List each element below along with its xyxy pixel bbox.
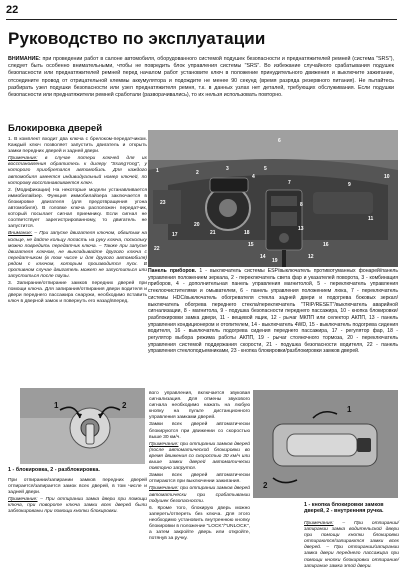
mid-p2: Замки всех дверей автоматически блокируются при движении со скоростью выше 30 км/ч. <box>149 422 250 440</box>
mid-note1-text: при отпирании замков дверей (после автоматической блокировки во время движения со скоростью 30 км/ч или выше замки дверей автоматически повторно запрутся. <box>149 441 250 472</box>
mid-p4: 6. Кроме того, блокирую дверь можно запереть/отпереть без ключа. Для этого необходимо установить внутреннюю кнопку блокировки в положение "LOCK"/"UNLOCK", а затем закройте дверь или откройте, потянув за ручку. <box>149 505 251 542</box>
callout-4: 4 <box>252 174 255 180</box>
header-rule <box>6 19 397 20</box>
left-bottom-p1: При отпирании/запирании замков передних дверей отпирается/запирается замок всех дверей, в том числе и задней двери. <box>8 478 147 496</box>
callout-6: 6 <box>278 138 281 144</box>
callout-17: 17 <box>172 232 178 238</box>
callout-18: 18 <box>244 230 250 236</box>
left-note1-text: в случае потери ключей для их восстановления обратитесь к дилеру "SsangYong", у которого приобретался автомобиль. Для каждого автомобиля имеется индивидуальный номер ключей, по которому восстанавливается ключ. <box>8 156 147 186</box>
left-p3: 3. Запирание/отпирание замков передних дверей при помощи ключа. Для запирания/отпирания двери водителя и двери переднего пассажира снаружи, необходимо вставить ключ в дверной замок и повернуть его назад/вперед. <box>8 281 147 305</box>
label-1: 1 <box>54 401 59 410</box>
key-lock-photo <box>20 388 145 464</box>
section-heading: Блокировка дверей <box>8 123 103 134</box>
left-photo-caption: 1 - блокировка, 2 - разблокировка. <box>8 467 100 473</box>
panel-text: 1 - выключатель системы ESP/выключатель противотуманных фонарей/панель управления положением зеркала, 2 - переключатель света фар и указателей поворота, 3 - комбинация приборов, 4 - дополнительная панель управления магнитолой, 5 - переключатель управления стеклоочистителями и омывателем, 6 - панель управления положением люка, 7 - переключатель системы HDC/выключатель обогревателя стекла задней двери и подогрева боковых зеркал/выключатель обогрева переднего стекла/переключатель "TRIP/RESET"/выключатель аварийной сигнализации, 8 - магнитола, 9 - подушка безопасности переднего пассажира, 10 - кнопка блокировки/разблокировки замка двери, 11 - вещевой ящик, 12 - рычаг МКПП или селектор АКПП, 13 - панель управления кондиционером и отопителем, 14 - выключатель 4WD, 15 - выключатель подогрева сидения водителя, 16 - выключатель подогрева сидения переднего пассажира, 17 - регулятор фар, 18 - регулятор выбора режима работы АКПП, 19 - рычаг стояночного тормоза, 20 - переключатель управления системой поддержания скорости, 21 - подушка безопасности водителя, 22 - панель управления стеклоподъемниками, 23 - кнопка блокировки/разблокировки замков дверей. <box>148 268 398 355</box>
panel-label: Панель приборов. <box>148 268 197 274</box>
right-note <box>304 521 399 570</box>
page-number: 22 <box>6 4 19 16</box>
left-bottom-text <box>8 478 147 517</box>
left-bottom-note-label: Примечание: <box>8 497 38 503</box>
mid-note1 <box>149 442 250 472</box>
key-lock-illustration <box>20 388 145 464</box>
mid-p1: вого управления, включается звуковая сигнализация. Для отмены звукового сигнала необходимо нажать на любую кнопку на пульте дистанционного управления замками дверей. <box>149 391 250 421</box>
right-photo-caption: 1 - кнопка блокировки замков дверей, 2 - внутренняя ручка. <box>304 502 384 515</box>
mid-note1-label: Примечание: <box>149 441 179 447</box>
callout-11: 11 <box>368 216 374 222</box>
label-right-1: 1 <box>347 405 352 414</box>
callout-23: 23 <box>160 200 166 206</box>
right-column <box>304 521 399 570</box>
callout-3: 3 <box>226 166 229 172</box>
left-p2: 2. (Модификации) На некоторые модели устанавливается иммобилайзер. Функция иммобилайзера заключается в блокировке двигателя (для предотвращения угона автомобиля). В головке ключа расположен передатчик, который посылает сигнал приемнику. Если сигнал не соответствует зарегистрированному, то двигатель не запустится. <box>8 187 147 230</box>
page-title: Руководство по эксплуатации <box>8 29 266 48</box>
callout-8: 8 <box>300 202 303 208</box>
left-note1-label: Примечание: <box>8 156 38 162</box>
left-attention <box>8 231 147 280</box>
mid-note2-label: Примечание: <box>149 486 179 492</box>
door-handle-illustration <box>253 390 398 498</box>
left-bottom-note <box>8 497 147 515</box>
callout-16: 16 <box>323 242 329 248</box>
callout-2: 2 <box>196 170 199 176</box>
left-p1: 1. В комплект входит два ключа с брелоком-передатчиком. Каждый ключ позволяет запустить двигатель и открыть замки передних дверей и задней двери. <box>8 137 147 155</box>
left-column <box>8 137 147 307</box>
right-note-label: Примечание: <box>304 521 334 526</box>
label-right-2: 2 <box>263 481 268 490</box>
label-2: 2 <box>122 401 127 410</box>
panel-caption <box>148 268 398 355</box>
callout-20: 20 <box>194 222 200 228</box>
callout-15: 15 <box>248 242 254 248</box>
callout-1: 1 <box>156 168 159 174</box>
callout-19: 19 <box>272 258 278 264</box>
callout-7: 7 <box>288 180 291 186</box>
door-handle-photo <box>253 390 398 498</box>
mid-note2-text: при отпирании замков дверей автоматически при срабатывании подушек безопасности. <box>149 486 250 504</box>
callout-9: 9 <box>348 182 351 188</box>
callout-22: 22 <box>154 246 160 252</box>
warning-text: при проведении работ в салоне автомобиля, оборудованного системой подушек безопасности и преднатяжителей ремней (система "SRS"), следует быть особенно внимательными, чтобы не повредить блок управления системы "SRS". Во избежание случайного срабатывания подушек безопасности или преднатяжителей ремней перед началом работ установите ключ в положение принудительного движения и выключите зажигание, отсоедините провод от отрицательной клеммы аккумулятора и подождите не менее 90 секунд (время разряда резервного питания). Не пытайтесь разбирать узел подушки безопасности или узел преднатяжителя ремня, т.к. в данных узлах нет деталей, требующих обслуживания. Если подушки безопасности или преднатяжители ремней сработали (разворачивались), то их нельзя использовать повторно. <box>8 56 394 99</box>
middle-column <box>149 391 250 543</box>
mid-p3: Замки всех дверей автоматически отпираются при выключении зажигания. <box>149 473 250 485</box>
dashboard-photo <box>148 130 398 267</box>
callout-21: 21 <box>210 230 216 236</box>
warning-label: ВНИМАНИЕ: <box>8 56 41 62</box>
warning-paragraph <box>8 56 394 99</box>
right-note-text: – При отпирании/запирании замка водительской двери при помощи кнопки блокировки отпираются/запираются замки всех дверей. – При отпирании/запирании замка двери переднего пассажира при помощи кнопки блокировки отпирание/запирание замка этой двери. <box>304 521 399 569</box>
callout-13: 13 <box>298 226 304 232</box>
callout-10: 10 <box>384 174 390 180</box>
left-att-text: – При запуске двигателя ключом, обвитым на кольце, не дайте кольцу попасть на руку ключа, поскольку можно повредить передатчик ключа. – Также при запуске двигателя ключом, не выкладывайте другого ключа с передатчиком (в том числе и для другого автомобиля) рядом с ключом, которым производится пуск. В противном случае двигатель может не запуститься или запуститься после паузы. <box>8 231 148 280</box>
left-bottom-note-text: – При отпирании замка двери при помощи ключа, при повороте ключа замки всех дверей были заблокированы при помощи кнопки блокировки. <box>8 497 147 515</box>
mid-note2 <box>149 486 250 504</box>
callout-5: 5 <box>264 166 267 172</box>
callout-layer <box>148 130 398 267</box>
left-note1 <box>8 156 147 186</box>
callout-14: 14 <box>260 254 266 260</box>
left-att-label: Внимание: <box>8 231 33 237</box>
callout-12: 12 <box>308 254 314 260</box>
